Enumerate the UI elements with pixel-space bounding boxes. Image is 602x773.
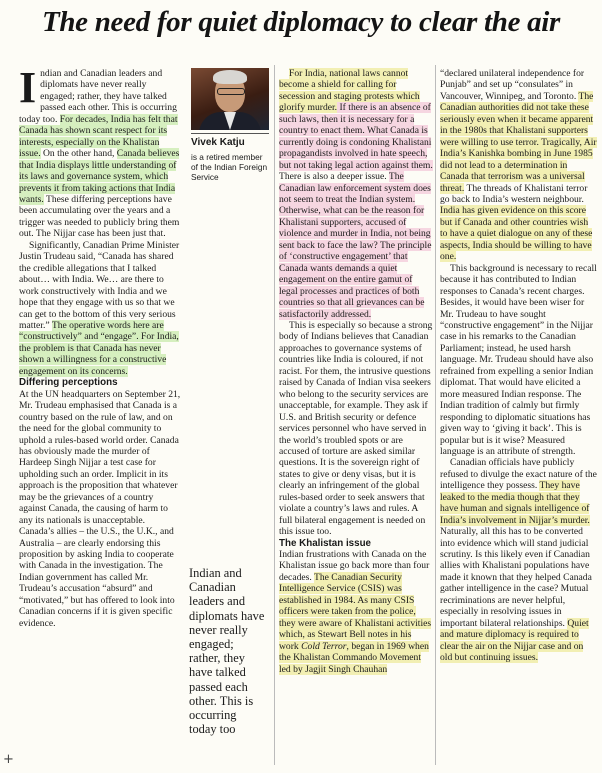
subhead-khalistan-issue: The Khalistan issue <box>279 537 372 549</box>
column-divider <box>435 65 436 765</box>
col3-highlight: For India, national laws cannot become a shield for calling for secession and staging protests which glorify murder. <box>279 68 420 114</box>
col1-highlight: For decades, India has felt that Canada has shown scant respect for its interests, especially on the Khalistan issue. <box>19 113 178 160</box>
col4-highlight: The Canadian authorities did not take these seriously even when it became apparent in the 1980s that Khalistani supporters were willing to use terror. Tragically, Air India’s Kanishka bombing in June 1985 did not lead to a determination in Canada that terrorism was a universal threat. <box>440 90 597 194</box>
author-photo <box>191 68 269 130</box>
col1-text: These differing perceptions have been accumulating over the years and a trigger was needed to publicly bring them out. The Nijjar case has been just that. <box>19 193 180 240</box>
col3-highlight: If there is an absence of such laws, then it is necessary for a country to enact them. What Canada is currently doing is condoning Khalistani propagandists involved in hate speech, but not taking legal action against them. <box>279 102 433 171</box>
author-bio: is a retired member of the Indian Foreign Service <box>191 152 268 182</box>
col3-highlight: The Canadian law enforcement system does not seem to treat the Indian system. Otherwise, what can be the reason for Khalistani supporters, accused of violence and murder in India, not being sent back to face the law? The principle of ‘constructive engagement’ that Canada wants demands a quiet engagement on the entire gamut of legal processes and practices of both countries so that all grievances can be satisfactorily addressed. <box>279 171 432 320</box>
col3-highlight: The Canadian Security Intelligence Service (CSIS) was established in 1984. As many CSIS officers were taken from the police, they were aware of Khalistani activities which, as Stewart Bell notes in his work <box>279 571 432 652</box>
book-title: Cold Terror <box>301 640 347 652</box>
col1-highlight: The operative words here are “constructively” and “engage”. For India, the problem is that Canada has never shown a willingness for a constructive engagement on its concerns. <box>19 319 179 377</box>
col3-highlight: , began in 1969 when the Khalistan Commando Movement led by Jagjit Singh Chauhan <box>279 640 429 675</box>
author-name: Vivek Katju <box>191 137 245 148</box>
col1-text: On the other hand, <box>40 148 117 160</box>
col3-paragraph: This is especially so because a strong body of Indians believes that Canadian approaches to governance systems of countries like India is coloured, if not racist. For them, the intrusive questions raised by Canada of Indian visa seekers who belong to the security services are unacceptable, for example. They ask if U.S. and British security or defence services personnel who have served in the world’s troubled spots or are accused of torture are asked similar questions. It is the sovereign right of states to give or deny visas, but it is clearly an infringement of the global rules-based order to seek answers that violate a country’s laws and rules. A full bilateral engagement is needed on this issue too. <box>279 319 433 538</box>
col4-text: Canadian officials have publicly refused to divulge the exact nature of the intelligence they possess. <box>440 457 597 492</box>
crosshair-icon: + <box>3 752 14 767</box>
col1-text: ndian and Canadian leaders and diplomats have never really engaged; rather, they have talked passed each other. This is occurring today too. <box>19 68 177 125</box>
col4-text: Naturally, all this has to be converted into evidence which will stand judicial scrutiny. Is this likely even if Canadian allies with Khalistani populations have made it known that they helped Canada gather intelligence in the case? Mutual recriminations are never helpful, especially in resolving issues in important bilateral relationships. <box>440 526 592 629</box>
drop-cap: I <box>19 63 37 112</box>
col1-paragraph: At the UN headquarters on September 21, Mr. Trudeau emphasised that Canada is a country based on the rule of law, and on the need for the global community to uphold a rules-based world order. Canada has obviously made the murder of Hardeep Singh Nijjar a test case for upholding such an order. Implicit in its approach is the proposition that whatever may be the grievances of a country against Canada, the causing of harm to any its nationals is unacceptable. Canada’s allies – the U.S., the U.K., and Australia – are clearly endorsing this proposition by asking India to cooperate with Canada in the investigation. The Indian government has called Mr. Trudeau’s accusation “absurd” and “motivated,” but has offered to look into Canadian concerns if it is given specific evidence. <box>19 388 181 629</box>
headline: The need for quiet diplomacy to clear the air <box>41 6 561 38</box>
col1-text: Significantly, Canadian Prime Minister Justin Trudeau said, “Canada has shared the credible allegations that I talked about… with India. We… are there to work constructively with India and we hope that they engage with us so that we can get to the bottom of this very serious matter.” <box>19 239 180 331</box>
col4-text: “declared unilateral independence for Punjab” and set up “consulates” in Vancouver, Winnipeg, and Toronto. <box>440 68 585 102</box>
col4-paragraph: This background is necessary to recall because it has contributed to Indian responses to Canada’s recent charges. Besides, it would have been wiser for Mr. Trudeau to have sought “constructive engagement” in the Nijjar case in his remarks to the Canadian Parliament; instead, he used harsh language. Mr. Trudeau should have also refrained from expelling a senior Indian diplomat. That would have elicited a more measured Indian response. The Indian tradition of calmly but firmly responding to diplomatic situations has given way to ‘giving it back’. This is popular but is it wise? Measured language is an attribute of strength. <box>440 262 597 457</box>
col4-highlight: Quiet and mature diplomacy is required to clear the air on the Nijjar case and on old but continuing issues. <box>440 617 589 664</box>
column-1 <box>19 63 182 629</box>
col3-text: There is also a deeper issue. <box>279 171 389 183</box>
col1-highlight: Canada believes that India displays little understanding of its laws and governance system, which prevents it from taking actions that India wants. <box>19 148 180 205</box>
byline-divider <box>191 133 269 134</box>
column-divider <box>274 65 275 765</box>
col4-highlight: India has given evidence on this score but if Canada and other countries wish to have a quiet dialogue on any of these aspects, India should be willing to have one. <box>440 205 593 263</box>
col4-text: The threads of Khalistani terror go back to India’s western neighbour. <box>440 182 588 205</box>
column-3 <box>279 68 433 675</box>
column-4 <box>440 68 597 664</box>
col3-text: Indian frustrations with Canada on the Khalistan issue go back more than four decades. <box>279 549 430 583</box>
col4-highlight: They have leaked to the media though that they have human and signals intelligence of India’s involvement in Nijjar’s murder. <box>440 480 590 526</box>
subhead-differing-perceptions: Differing perceptions <box>19 377 118 389</box>
pull-quote: Indian and Canadian leaders and diplomats have never really engaged; rather, they have talked passed each other. This is occurring today too <box>189 566 265 737</box>
